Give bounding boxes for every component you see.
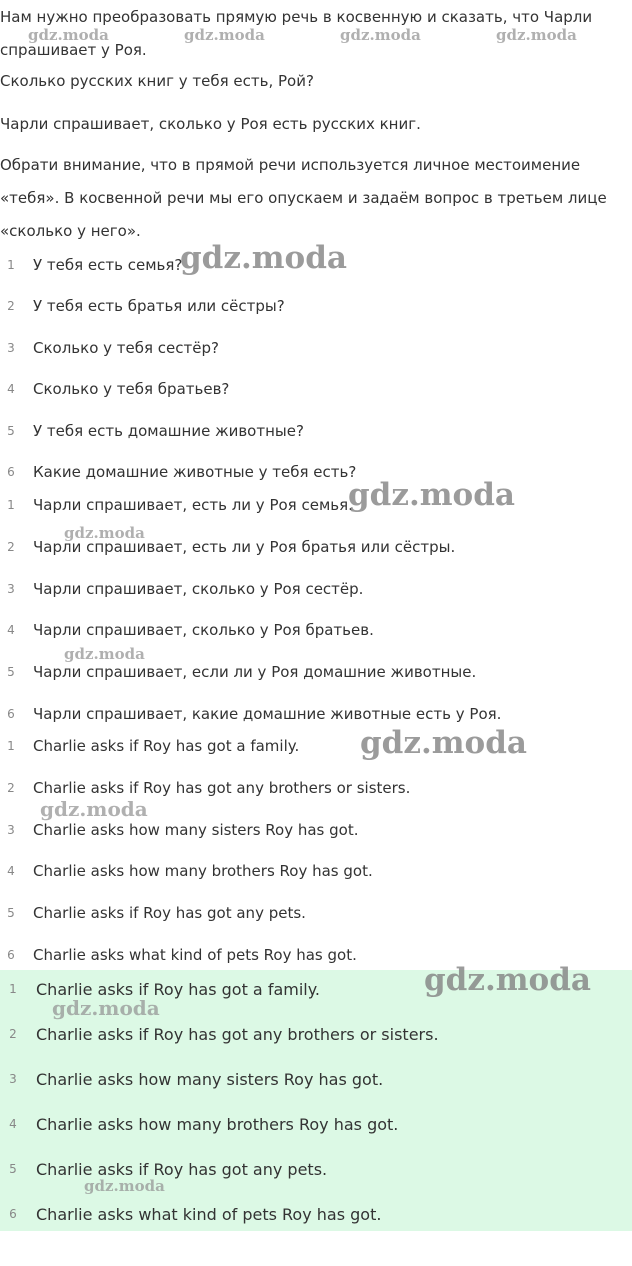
list-item bbox=[0, 577, 363, 601]
note-line-3: «сколько у него». bbox=[0, 222, 141, 240]
item-text: Charlie asks if Roy has got any brothers or sisters. bbox=[33, 779, 411, 797]
item-text: Charlie asks if Roy has got any pets. bbox=[36, 1159, 328, 1179]
item-text: Чарли спрашивает, какие домашние животные есть у Роя. bbox=[33, 705, 502, 723]
list-item bbox=[0, 734, 299, 758]
watermark: gdz.moda bbox=[52, 996, 160, 1020]
item-text: У тебя есть семья? bbox=[33, 256, 183, 274]
item-text: Чарли спрашивает, если ли у Роя домашние животные. bbox=[33, 663, 477, 681]
watermark: gdz.moda bbox=[424, 962, 591, 998]
item-number: 2 bbox=[7, 299, 15, 313]
watermark: gdz.moda bbox=[340, 26, 421, 44]
item-text: Чарли спрашивает, сколько у Роя братьев. bbox=[33, 621, 374, 639]
item-number: 1 bbox=[9, 982, 17, 996]
example-answer: Чарли спрашивает, сколько у Роя есть русских книг. bbox=[0, 115, 421, 133]
item-number: 3 bbox=[7, 341, 15, 355]
watermark: gdz.moda bbox=[64, 645, 145, 663]
watermark: gdz.moda bbox=[184, 26, 265, 44]
item-text: Charlie asks if Roy has got any brothers or sisters. bbox=[36, 1024, 439, 1044]
item-number: 4 bbox=[7, 382, 15, 396]
item-number: 5 bbox=[7, 424, 15, 438]
list-item bbox=[0, 493, 353, 517]
item-text: Charlie asks what kind of pets Roy has got. bbox=[33, 946, 357, 964]
item-text: Сколько у тебя сестёр? bbox=[33, 339, 219, 357]
list-item bbox=[2, 977, 320, 1001]
item-text: Чарли спрашивает, сколько у Роя сестёр. bbox=[33, 580, 364, 598]
list-item bbox=[0, 702, 501, 726]
watermark: gdz.moda bbox=[40, 797, 148, 821]
item-text: Сколько у тебя братьев? bbox=[33, 380, 230, 398]
list-item bbox=[0, 859, 373, 883]
intro-line-1: Нам нужно преобразовать прямую речь в косвенную и сказать, что Чарли bbox=[0, 8, 593, 26]
list-item bbox=[0, 901, 306, 925]
watermark: gdz.moda bbox=[360, 725, 527, 761]
item-text: Charlie asks how many sisters Roy has got. bbox=[36, 1069, 384, 1089]
item-number: 6 bbox=[7, 465, 15, 479]
list-item bbox=[0, 943, 357, 967]
item-number: 6 bbox=[7, 948, 15, 962]
item-number: 5 bbox=[7, 906, 15, 920]
item-text: Чарли спрашивает, есть ли у Роя семья. bbox=[33, 496, 353, 514]
watermark: gdz.moda bbox=[348, 477, 515, 513]
list-item bbox=[2, 1067, 383, 1091]
watermark: gdz.moda bbox=[84, 1177, 165, 1195]
item-number: 6 bbox=[7, 707, 15, 721]
item-number: 2 bbox=[9, 1027, 17, 1041]
item-text: Charlie asks how many brothers Roy has got. bbox=[36, 1114, 399, 1134]
item-number: 1 bbox=[7, 498, 15, 512]
example-question: Сколько русских книг у тебя есть, Рой? bbox=[0, 72, 314, 90]
item-text: У тебя есть домашние животные? bbox=[33, 422, 304, 440]
item-text: Charlie asks what kind of pets Roy has got. bbox=[36, 1204, 382, 1224]
item-number: 4 bbox=[9, 1117, 17, 1131]
watermark: gdz.moda bbox=[28, 26, 109, 44]
watermark: gdz.moda bbox=[496, 26, 577, 44]
note-line-2: «тебя». В косвенной речи мы его опускаем и задаём вопрос в третьем лице bbox=[0, 189, 607, 207]
item-text: У тебя есть братья или сёстры? bbox=[33, 297, 285, 315]
list-item bbox=[2, 1112, 398, 1136]
item-number: 3 bbox=[9, 1072, 17, 1086]
item-text: Charlie asks if Roy has got a family. bbox=[33, 737, 300, 755]
list-item bbox=[0, 294, 285, 318]
item-number: 4 bbox=[7, 864, 15, 878]
item-number: 3 bbox=[7, 823, 15, 837]
list-item bbox=[0, 377, 229, 401]
item-text: Charlie asks how many sisters Roy has got. bbox=[33, 821, 359, 839]
item-number: 2 bbox=[7, 781, 15, 795]
list-item bbox=[0, 253, 182, 277]
item-text: Charlie asks if Roy has got a family. bbox=[36, 979, 320, 999]
item-number: 4 bbox=[7, 623, 15, 637]
list-item bbox=[0, 660, 476, 684]
item-number: 5 bbox=[9, 1162, 17, 1176]
item-number: 5 bbox=[7, 665, 15, 679]
item-number: 3 bbox=[7, 582, 15, 596]
item-text: Charlie asks how many brothers Roy has got. bbox=[33, 862, 373, 880]
list-item bbox=[0, 460, 356, 484]
item-text: Charlie asks if Roy has got any pets. bbox=[33, 904, 306, 922]
list-item bbox=[0, 618, 374, 642]
list-item bbox=[0, 419, 304, 443]
list-item bbox=[2, 1202, 381, 1226]
item-number: 2 bbox=[7, 540, 15, 554]
item-number: 1 bbox=[7, 739, 15, 753]
list-item bbox=[0, 336, 219, 360]
list-item bbox=[0, 818, 358, 842]
note-line-1: Обрати внимание, что в прямой речи используется личное местоимение bbox=[0, 156, 581, 174]
watermark: gdz.moda bbox=[64, 524, 145, 542]
intro-line-2: спрашивает у Роя. bbox=[0, 41, 147, 59]
watermark: gdz.moda bbox=[180, 240, 347, 276]
item-number: 1 bbox=[7, 258, 15, 272]
item-number: 6 bbox=[9, 1207, 17, 1221]
item-text: Какие домашние животные у тебя есть? bbox=[33, 463, 357, 481]
list-item bbox=[2, 1022, 439, 1046]
item-text: Чарли спрашивает, есть ли у Роя братья или сёстры. bbox=[33, 538, 456, 556]
